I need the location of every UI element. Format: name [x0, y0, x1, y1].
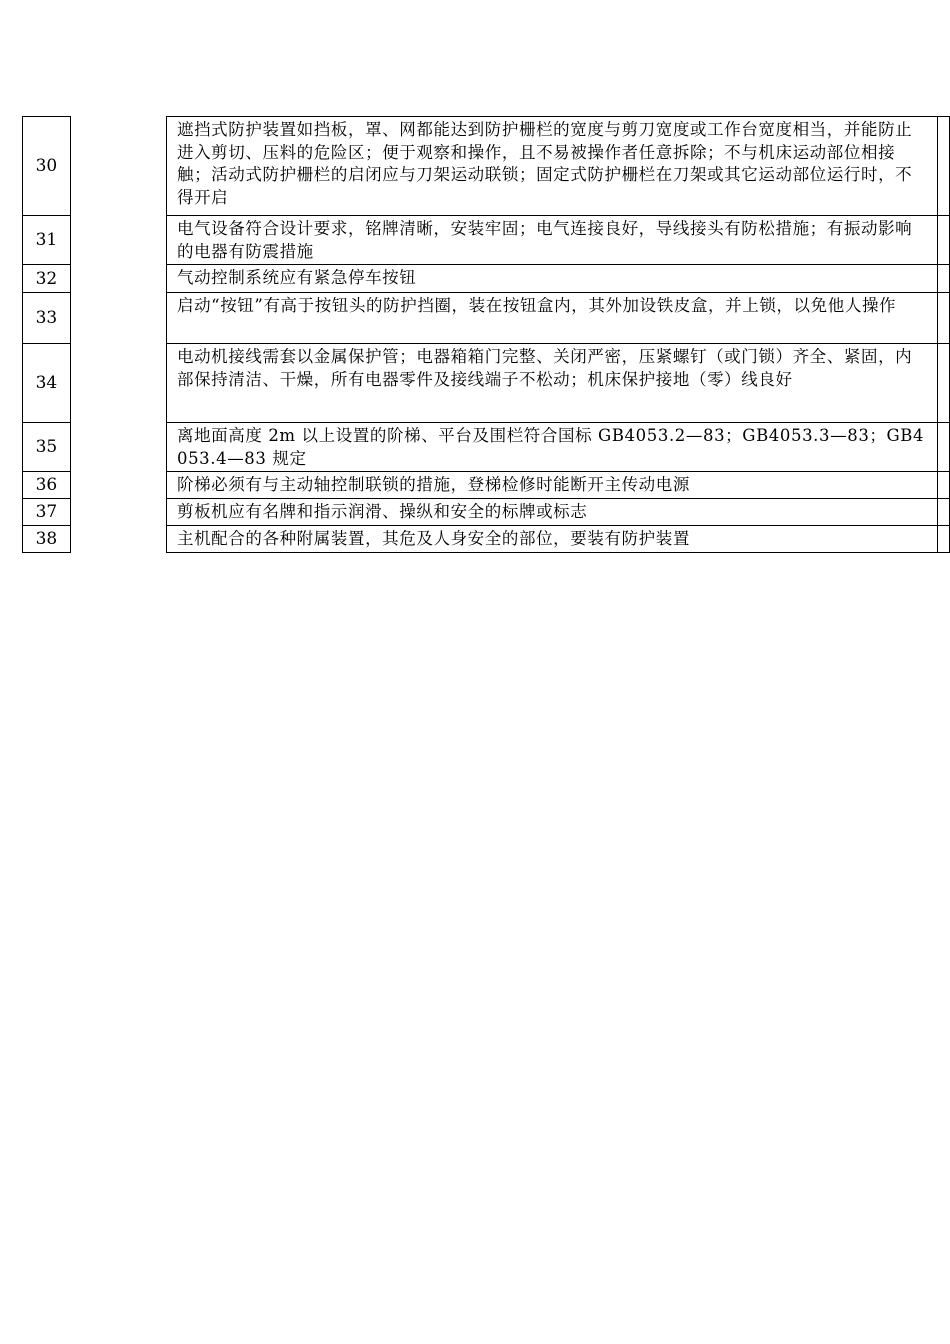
item-requirement: [166, 216, 937, 265]
blank-cell: [70, 472, 166, 499]
blank-cell: [70, 216, 166, 265]
table-row: [23, 216, 950, 265]
item-requirement: [166, 265, 937, 293]
table-row: [23, 344, 950, 423]
result-cell: [938, 499, 950, 526]
table-row: [23, 293, 950, 344]
blank-cell: [70, 423, 166, 472]
result-cell: [938, 216, 950, 265]
blank-cell: [70, 344, 166, 423]
result-cell: [938, 472, 950, 499]
blank-cell: [70, 499, 166, 526]
requirement-text: 遮挡式防护装置如挡板，罩、网都能达到防护栅栏的宽度与剪刀宽度或工作台宽度相当，并能防止进入剪切、压料的危险区；便于观察和操作，且不易被操作者任意拆除；不与机床运动部位相接触；活动式防护栅栏的启闭应与刀架运动联锁；固定式防护栅栏在刀架或其它运动部位运行时，不得开启: [176, 120, 913, 207]
item-requirement: [166, 526, 937, 553]
result-cell: [938, 526, 950, 553]
item-requirement: [166, 499, 937, 526]
requirement-text: 阶梯必须有与主动轴控制联锁的措施，登梯检修时能断开主传动电源: [176, 475, 690, 494]
result-cell: [938, 265, 950, 293]
item-number: 32: [23, 265, 71, 293]
requirement-text: 气动控制系统应有紧急停车按钮: [176, 268, 417, 287]
requirement-text: 启动“按钮”有高于按钮头的防护挡圈，装在按钮盒内，其外加设铁皮盒，并上锁，以免他人操作: [176, 296, 897, 315]
table-row: [23, 526, 950, 553]
table-row: [23, 472, 950, 499]
blank-cell: [70, 117, 166, 216]
item-number: 38: [23, 526, 71, 553]
item-requirement: [166, 472, 937, 499]
item-number: 31: [23, 216, 71, 265]
requirement-text: 主机配合的各种附属装置，其危及人身安全的部位，要装有防护装置: [176, 529, 690, 548]
requirement-text: 剪板机应有名牌和指示润滑、操纵和安全的标牌或标志: [176, 502, 588, 521]
item-requirement: [166, 117, 937, 216]
table-row: [23, 117, 950, 216]
item-number: 34: [23, 344, 71, 423]
item-number: 37: [23, 499, 71, 526]
item-requirement: [166, 423, 937, 472]
inspection-table: [22, 116, 950, 553]
requirement-text: 离地面高度 2m 以上设置的阶梯、平台及围栏符合国标 GB4053.2—83；GB4053.3—83；GB4053.4—83 规定: [176, 426, 925, 468]
item-number: 30: [23, 117, 71, 216]
item-requirement: [166, 344, 937, 423]
item-number: 36: [23, 472, 71, 499]
blank-cell: [70, 265, 166, 293]
item-requirement: [166, 293, 937, 344]
result-cell: [938, 344, 950, 423]
table-row: [23, 423, 950, 472]
blank-cell: [70, 293, 166, 344]
table-row: [23, 499, 950, 526]
requirement-text: 电气设备符合设计要求，铭牌清晰，安装牢固；电气连接良好，导线接头有防松措施；有振动影响的电器有防震措施: [176, 219, 913, 261]
blank-cell: [70, 526, 166, 553]
result-cell: [938, 423, 950, 472]
item-number: 35: [23, 423, 71, 472]
table-row: [23, 265, 950, 293]
result-cell: [938, 117, 950, 216]
result-cell: [938, 293, 950, 344]
item-number: 33: [23, 293, 71, 344]
requirement-text: 电动机接线需套以金属保护管；电器箱箱门完整、关闭严密，压紧螺钉（或门锁）齐全、紧固，内部保持清洁、干燥，所有电器零件及接线端子不松动；机床保护接地（零）线良好: [176, 347, 913, 389]
